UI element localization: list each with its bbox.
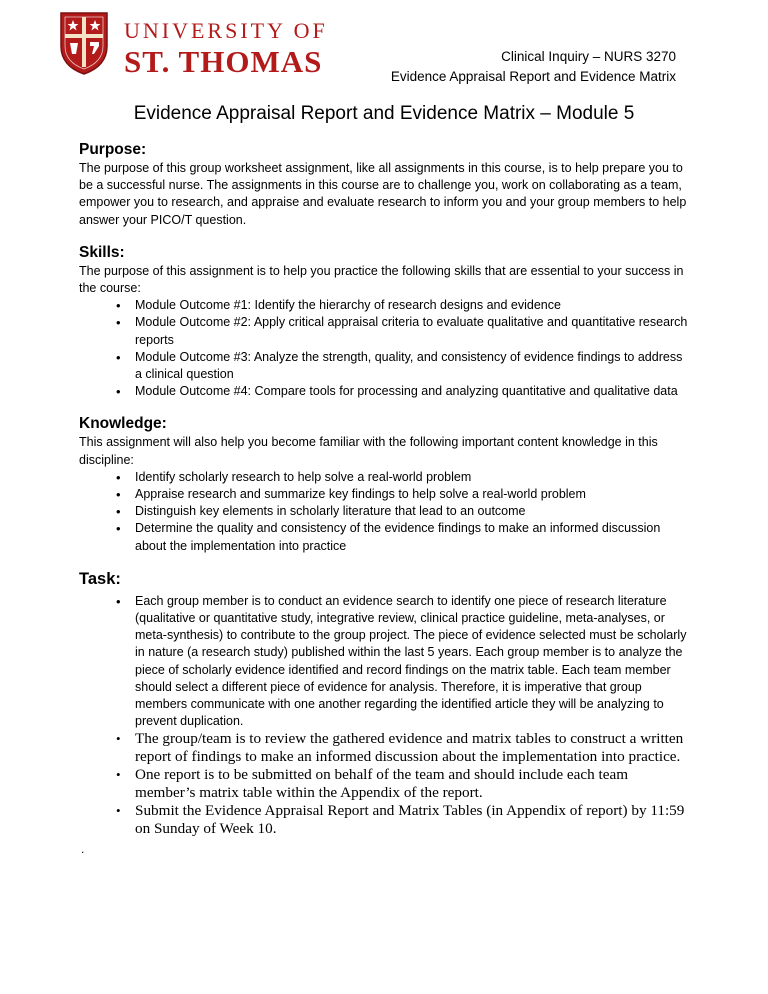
list-item: • Submit the Evidence Appraisal Report and Matrix Tables (in Appendix of report) by 11:59 on Sunday of Week 10. xyxy=(79,802,689,838)
knowledge-intro: This assignment will also help you become familiar with the following important content knowledge in this discipline: xyxy=(79,435,658,467)
purpose-heading: Purpose: xyxy=(79,141,147,158)
list-item: • Identify scholarly research to help solve a real-world problem xyxy=(79,469,689,486)
page-header xyxy=(391,47,676,87)
skills-section xyxy=(79,243,689,401)
crest-icon xyxy=(58,10,110,76)
list-item: • Module Outcome #1: Identify the hierarchy of research designs and evidence xyxy=(79,297,689,314)
knowledge-list xyxy=(79,469,689,555)
document-body xyxy=(79,140,689,856)
knowledge-section xyxy=(79,414,689,554)
list-item: • Module Outcome #2: Apply critical appraisal criteria to evaluate qualitative and quantitative research reports xyxy=(79,314,689,348)
trailing-mark: . xyxy=(81,842,85,857)
list-item: • One report is to be submitted on behalf of the team and should include each team member’s matrix table within the Appendix of the report. xyxy=(79,766,689,802)
header-doc-title: Evidence Appraisal Report and Evidence Matrix xyxy=(390,69,676,84)
task-list xyxy=(79,593,689,839)
logo-line-university: UNIVERSITY OF xyxy=(124,18,328,43)
skills-list xyxy=(79,297,689,400)
task-section xyxy=(79,569,689,857)
list-item: • Module Outcome #4: Compare tools for processing and analyzing quantitative and qualitative data xyxy=(79,383,689,400)
purpose-section xyxy=(79,140,689,229)
university-logo xyxy=(58,10,328,82)
list-item: • Each group member is to conduct an evidence search to identify one piece of research literature (qualitative or quantitative study, integrative review, clinical practice guideline, meta-analyses, or meta-synthesis) to contribute to the group project. The piece of evidence selected must be scholarly in nature (a research study) published within the last 5 years. Each group member is to analyze the piece of scholarly evidence identified and record findings on the matrix table. Each team member should select a different piece of evidence for analysis. Therefore, it is imperative that group members communicate with one another regarding the identified article they will be analyzing to prevent duplication. xyxy=(79,593,689,731)
header-course: Clinical Inquiry – NURS 3270 xyxy=(501,49,676,64)
task-heading: Task: xyxy=(79,569,121,588)
list-item: • Distinguish key elements in scholarly literature that lead to an outcome xyxy=(79,503,689,520)
list-item: • Module Outcome #3: Analyze the strength, quality, and consistency of evidence findings to address a clinical question xyxy=(79,349,689,383)
knowledge-heading: Knowledge: xyxy=(79,415,167,433)
purpose-text: The purpose of this group worksheet assignment, like all assignments in this course, is to help prepare you to be a successful nurse. The assignments in this course are to challenge you, work on collaborating as a team, empower you to research, and appraise and evaluate research to inform you and your group members to help answer your PICO/T question. xyxy=(79,161,687,227)
list-item: • Appraise research and summarize key findings to help solve a real-world problem xyxy=(79,486,689,503)
logo-line-st-thomas: ST. THOMAS xyxy=(124,44,323,79)
list-item: • The group/team is to review the gathered evidence and matrix tables to construct a written report of findings to make an informed discussion about the implementation into practice. xyxy=(79,730,689,766)
skills-intro: The purpose of this assignment is to help you practice the following skills that are essential to your success in the course: xyxy=(79,263,684,296)
list-item: • Determine the quality and consistency of the evidence findings to make an informed discussion about the implementation into practice xyxy=(79,520,689,554)
page-title: Evidence Appraisal Report and Evidence Matrix – Module 5 xyxy=(133,103,635,124)
skills-heading: Skills: xyxy=(79,243,125,261)
